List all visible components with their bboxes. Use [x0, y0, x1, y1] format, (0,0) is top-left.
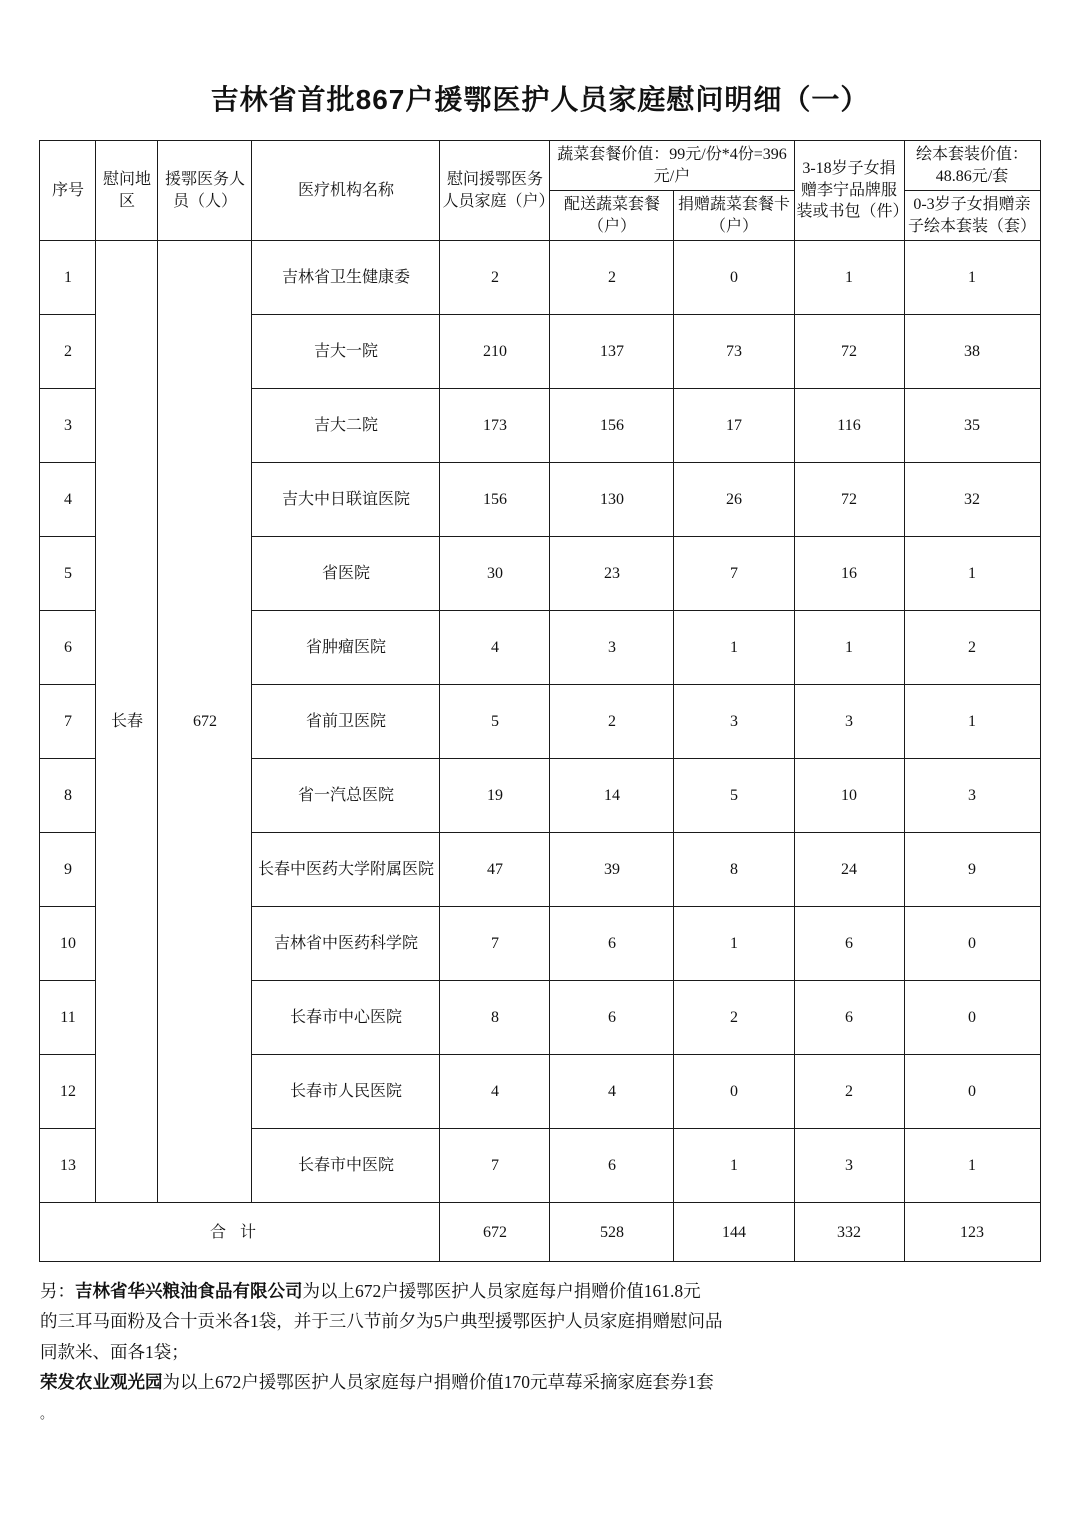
cell-card: 73 [674, 315, 794, 389]
footnote-prefix: 另： [40, 1281, 75, 1302]
cell-book: 1 [904, 537, 1040, 611]
cell-families: 4 [440, 611, 550, 685]
cell-card: 7 [674, 537, 794, 611]
header-area: 慰问地区 [96, 141, 158, 241]
footnote-company-rongfa: 荣发农业观光园 [40, 1371, 163, 1392]
cell-seq: 1 [40, 241, 96, 315]
cell-card: 26 [674, 463, 794, 537]
footnote-line-3: 同款米、面各1袋； [40, 1341, 189, 1362]
cell-book: 32 [904, 463, 1040, 537]
cell-card: 0 [674, 241, 794, 315]
cell-seq: 3 [40, 389, 96, 463]
footnote-line-1 [40, 1276, 1040, 1306]
cell-card: 1 [674, 611, 794, 685]
cell-delivery: 130 [550, 463, 674, 537]
cell-staff: 672 [158, 241, 252, 1203]
cell-clothing: 6 [794, 981, 904, 1055]
cell-institution: 省医院 [252, 537, 440, 611]
cell-seq: 9 [40, 833, 96, 907]
cell-delivery: 3 [550, 611, 674, 685]
cell-seq: 4 [40, 463, 96, 537]
cell-families: 173 [440, 389, 550, 463]
cell-institution: 吉林省中医药科学院 [252, 907, 440, 981]
total-label: 合计 [40, 1203, 440, 1262]
cell-book: 38 [904, 315, 1040, 389]
cell-card: 17 [674, 389, 794, 463]
header-staff: 援鄂医务人员（人） [158, 141, 252, 241]
header-institution: 医疗机构名称 [252, 141, 440, 241]
cell-book: 1 [904, 1129, 1040, 1203]
cell-institution: 吉林省卫生健康委 [252, 241, 440, 315]
total-book: 123 [904, 1203, 1040, 1262]
header-veg-delivery: 配送蔬菜套餐（户） [550, 191, 674, 241]
footnote-line-4 [40, 1367, 1040, 1397]
document-page [0, 78, 1080, 1539]
cell-book: 2 [904, 611, 1040, 685]
cell-seq: 5 [40, 537, 96, 611]
header-book-group: 绘本套装价值：48.86元/套 [904, 141, 1040, 191]
cell-institution: 吉大中日联谊医院 [252, 463, 440, 537]
cell-families: 30 [440, 537, 550, 611]
cell-seq: 10 [40, 907, 96, 981]
cell-institution: 省前卫医院 [252, 685, 440, 759]
cell-area: 长春 [96, 241, 158, 1203]
cell-clothing: 1 [794, 241, 904, 315]
header-clothing: 3-18岁子女捐赠李宁品牌服装或书包（件） [794, 141, 904, 241]
cell-delivery: 137 [550, 315, 674, 389]
cell-clothing: 1 [794, 611, 904, 685]
cell-card: 1 [674, 907, 794, 981]
cell-seq: 12 [40, 1055, 96, 1129]
footnote-line-5: 。 [40, 1405, 54, 1421]
header-book-sub: 0-3岁子女捐赠亲子绘本套装（套） [904, 191, 1040, 241]
cell-delivery: 2 [550, 685, 674, 759]
cell-families: 47 [440, 833, 550, 907]
cell-book: 0 [904, 981, 1040, 1055]
cell-delivery: 6 [550, 907, 674, 981]
cell-families: 8 [440, 981, 550, 1055]
header-veg-group: 蔬菜套餐价值：99元/份*4份=396元/户 [550, 141, 794, 191]
cell-card: 8 [674, 833, 794, 907]
table-body [40, 241, 1040, 1262]
cell-card: 0 [674, 1055, 794, 1129]
footnote-line-1-rest: 为以上672户援鄂医护人员家庭每户捐赠价值161.8元 [302, 1281, 701, 1302]
cell-card: 2 [674, 981, 794, 1055]
total-card: 144 [674, 1203, 794, 1262]
cell-clothing: 10 [794, 759, 904, 833]
header-families: 慰问援鄂医务人员家庭（户） [440, 141, 550, 241]
header-seq: 序号 [40, 141, 96, 241]
table-header [40, 141, 1040, 241]
cell-clothing: 72 [794, 315, 904, 389]
cell-delivery: 23 [550, 537, 674, 611]
cell-clothing: 116 [794, 389, 904, 463]
cell-families: 5 [440, 685, 550, 759]
cell-seq: 7 [40, 685, 96, 759]
cell-seq: 13 [40, 1129, 96, 1203]
cell-institution: 长春市中心医院 [252, 981, 440, 1055]
cell-institution: 长春市中医院 [252, 1129, 440, 1203]
cell-book: 0 [904, 1055, 1040, 1129]
cell-delivery: 2 [550, 241, 674, 315]
table-total-row [40, 1203, 1040, 1262]
cell-families: 19 [440, 759, 550, 833]
header-row-1 [40, 141, 1040, 191]
cell-book: 35 [904, 389, 1040, 463]
cell-book: 1 [904, 241, 1040, 315]
cell-book: 1 [904, 685, 1040, 759]
cell-card: 3 [674, 685, 794, 759]
cell-delivery: 14 [550, 759, 674, 833]
cell-book: 9 [904, 833, 1040, 907]
cell-clothing: 72 [794, 463, 904, 537]
cell-families: 4 [440, 1055, 550, 1129]
footnote-line-2: 的三耳马面粉及合十贡米各1袋，并于三八节前夕为5户典型援鄂医护人员家庭捐赠慰问品 [40, 1311, 723, 1332]
footnote-company-huaxing: 吉林省华兴粮油食品有限公司 [75, 1281, 303, 1302]
total-delivery: 528 [550, 1203, 674, 1262]
cell-institution: 吉大一院 [252, 315, 440, 389]
cell-delivery: 39 [550, 833, 674, 907]
cell-delivery: 6 [550, 1129, 674, 1203]
cell-card: 5 [674, 759, 794, 833]
cell-clothing: 3 [794, 1129, 904, 1203]
cell-book: 0 [904, 907, 1040, 981]
cell-seq: 8 [40, 759, 96, 833]
cell-institution: 省肿瘤医院 [252, 611, 440, 685]
cell-families: 7 [440, 1129, 550, 1203]
cell-book: 3 [904, 759, 1040, 833]
page-title: 吉林省首批867户援鄂医护人员家庭慰问明细（一） [210, 84, 870, 115]
cell-delivery: 4 [550, 1055, 674, 1129]
cell-delivery: 6 [550, 981, 674, 1055]
cell-seq: 2 [40, 315, 96, 389]
footnote-line-4-rest: 为以上672户援鄂医护人员家庭每户捐赠价值170元草莓采摘家庭套券1套 [162, 1371, 714, 1392]
header-veg-card: 捐赠蔬菜套餐卡（户） [674, 191, 794, 241]
cell-families: 156 [440, 463, 550, 537]
detail-table [39, 140, 1040, 1262]
cell-seq: 11 [40, 981, 96, 1055]
cell-clothing: 3 [794, 685, 904, 759]
cell-seq: 6 [40, 611, 96, 685]
total-clothing: 332 [794, 1203, 904, 1262]
total-families: 672 [440, 1203, 550, 1262]
cell-clothing: 16 [794, 537, 904, 611]
cell-card: 1 [674, 1129, 794, 1203]
cell-clothing: 24 [794, 833, 904, 907]
cell-clothing: 2 [794, 1055, 904, 1129]
footnotes [40, 1276, 1040, 1425]
cell-institution: 长春市人民医院 [252, 1055, 440, 1129]
cell-families: 2 [440, 241, 550, 315]
cell-families: 210 [440, 315, 550, 389]
cell-delivery: 156 [550, 389, 674, 463]
cell-clothing: 6 [794, 907, 904, 981]
cell-institution: 省一汽总医院 [252, 759, 440, 833]
cell-institution: 长春中医药大学附属医院 [252, 833, 440, 907]
cell-institution: 吉大二院 [252, 389, 440, 463]
table-row [40, 241, 1040, 315]
cell-families: 7 [440, 907, 550, 981]
